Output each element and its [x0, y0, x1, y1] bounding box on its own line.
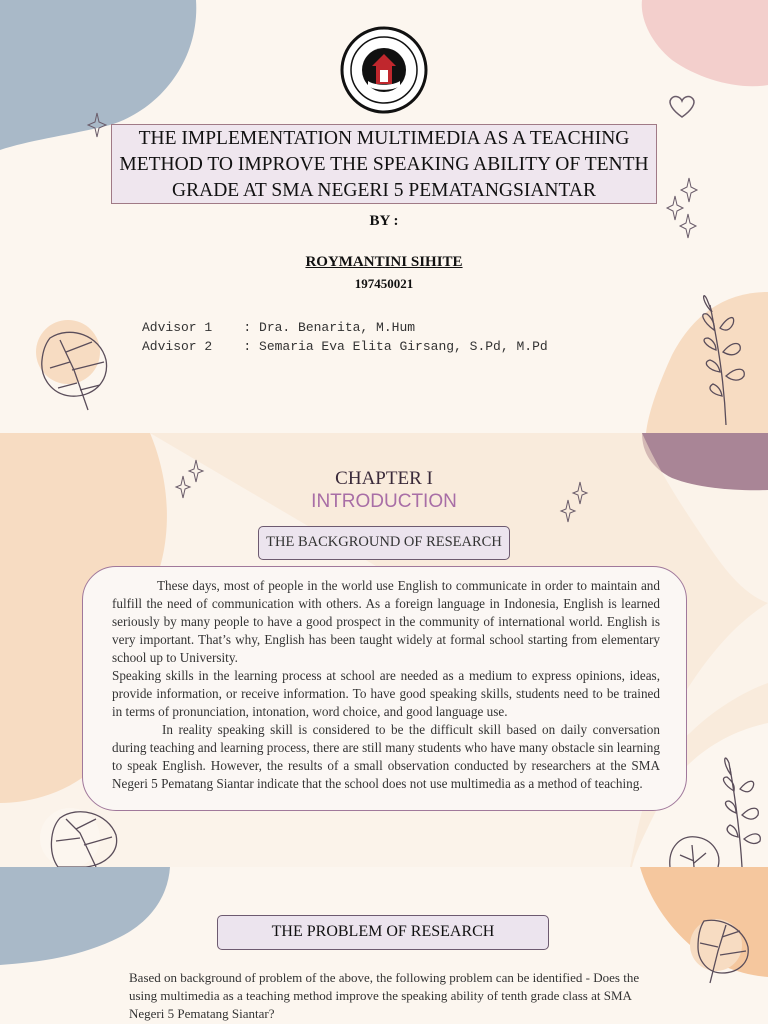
heart-icon — [670, 97, 694, 117]
introduction-slide — [0, 433, 768, 867]
background-paragraph-3: In reality speaking skill is considered to be the difficult skill based on daily conversation during teaching and learning process, there are still many students who have many obstacle sin learning to speak English. However, the results of a small observation conducted by researchers at the SMA Negeri 5 Pematang Siantar indicate that the school does not use multimedia as a method of teaching. — [112, 722, 660, 791]
background-section-label: THE BACKGROUND OF RESEARCH — [258, 526, 510, 560]
university-logo — [339, 26, 429, 114]
chapter-subtitle: INTRODUCTION — [311, 491, 457, 512]
advisor-1: Advisor 1 : Dra. Benarita, M.Hum — [142, 320, 416, 335]
presentation-title: THE IMPLEMENTATION MULTIMEDIA AS A TEACHING METHOD TO IMPROVE THE SPEAKING ABILITY OF TENTH GRADE AT SMA NEGERI 5 PEMATANGSIANTAR — [111, 124, 657, 204]
chapter-title: CHAPTER I — [335, 468, 433, 489]
background-text-box — [82, 566, 687, 811]
problem-slide — [0, 867, 768, 1024]
student-id: 197450021 — [354, 276, 414, 291]
by-label: BY : — [369, 213, 399, 229]
problem-section-label: THE PROBLEM OF RESEARCH — [217, 915, 549, 950]
background-paragraph-1: These days, most of people in the world use English to communicate in order to maintain and fulfill the need of communication with others. As a foreign language in Indonesia, English is learned seriously by many people to have a good prospect in the community of international world. English is very important. That’s why, English has been taught widely at formal school starting from elementary school up to University. — [112, 578, 660, 665]
advisor-2: Advisor 2 : Semaria Eva Elita Girsang, S.Pd, M.Pd — [142, 339, 548, 354]
title-slide — [0, 0, 768, 433]
author-name: ROYMANTINI SIHITE — [305, 254, 463, 270]
background-paragraph-2: Speaking skills in the learning process at school are needed as a medium to express opinions, ideas, provide information, or receive information. To have good speaking skills, students need to be trained in terms of pronunciation, intonation, word choice, and good language use. — [112, 668, 660, 719]
leaf-backdrop-circle — [36, 320, 100, 384]
problem-text: Based on background of problem of the above, the following problem can be identified - Does the using multimedia as a teaching method improve the speaking ability of tenth grade class at SMA Negeri 5 Pematang Siantar? — [129, 970, 640, 1021]
blue-blob — [0, 867, 170, 965]
leaf-backdrop-circle — [40, 808, 100, 867]
pink-blob — [642, 0, 768, 86]
